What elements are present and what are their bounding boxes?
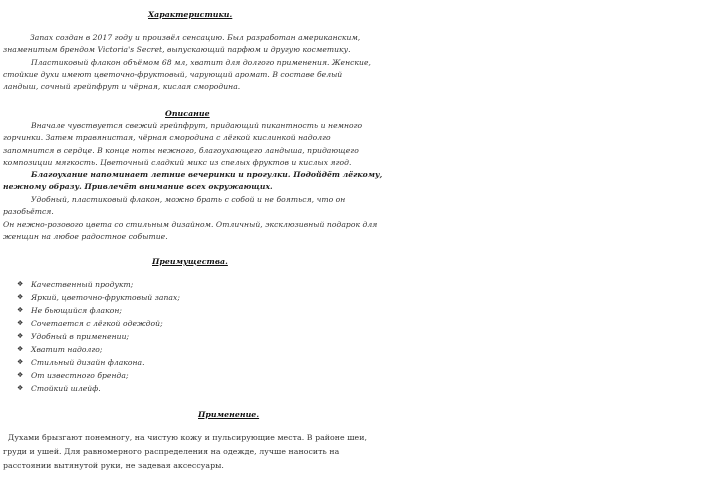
- advantage-item: От известного бренда;: [31, 371, 129, 380]
- application-line: Духами брызгают понемногу, на чистую кожу и пульсирующие места. В районе шеи,: [8, 433, 367, 442]
- advantage-item: Не бьющийся флакон;: [31, 306, 122, 315]
- application-line: груди и ушей. Для равномерного распределения на одежде, лучше наносить на: [3, 447, 340, 456]
- bullet-icon: ❖: [17, 371, 24, 379]
- bullet-icon: ❖: [17, 319, 24, 327]
- description-line: женщин на любое радостное событие.: [3, 232, 168, 241]
- bullet-icon: ❖: [17, 280, 24, 288]
- application-line: расстоянии вытянутой руки, не задевая аксессуары.: [3, 461, 224, 470]
- advantage-item: Сочетается с лёгкой одеждой;: [31, 319, 163, 328]
- advantage-item: Яркий, цветочно-фруктовый запах;: [31, 293, 180, 302]
- bullet-icon: ❖: [17, 345, 24, 353]
- characteristics-heading: Характеристики.: [148, 10, 233, 19]
- bullet-icon: ❖: [17, 332, 24, 340]
- description-line: горчинки. Затем травянистая, чёрная смородина с лёгкой кислинкой надолго: [3, 133, 331, 142]
- advantage-item: Хватит надолго;: [31, 345, 103, 354]
- characteristics-line: ландыш, сочный грейпфрут и чёрная, кислая смородина.: [3, 82, 241, 91]
- bullet-icon: ❖: [17, 306, 24, 314]
- description-line-emphasis: нежному образу. Привлечёт внимание всех окружающих.: [3, 182, 273, 191]
- description-line: композиции мягкость. Цветочный сладкий микс из спелых фруктов и кислых ягод.: [3, 158, 352, 167]
- application-heading: Применение.: [198, 410, 260, 419]
- bullet-icon: ❖: [17, 293, 24, 301]
- description-heading: Описание: [165, 109, 210, 118]
- bullet-icon: ❖: [17, 384, 24, 392]
- bullet-icon: ❖: [17, 358, 24, 366]
- description-line: Он нежно-розового цвета со стильным дизайном. Отличный, эксклюзивный подарок для: [3, 220, 378, 229]
- description-line-emphasis: Благоухание напоминает летние вечеринки и прогулки. Подойдёт лёгкому,: [31, 170, 383, 179]
- description-line: разобьётся.: [3, 207, 54, 216]
- description-line: Вначале чувствуется свежий грейпфрут, придающий пикантность и немного: [31, 121, 363, 130]
- advantage-item: Удобный в применении;: [31, 332, 130, 341]
- advantage-item: Качественный продукт;: [31, 280, 134, 289]
- characteristics-line: стойкие духи имеют цветочно-фруктовый, чарующий аромат. В составе белый: [3, 70, 343, 79]
- advantage-item: Стильный дизайн флакона.: [31, 358, 145, 367]
- characteristics-line: Запах создан в 2017 году и произвёл сенсацию. Был разработан американским,: [30, 33, 361, 42]
- description-line: Удобный, пластиковый флакон, можно брать с собой и не бояться, что он: [31, 195, 346, 204]
- characteristics-line: знаменитым брендом Victoria's Secret, выпускающий парфюм и другую косметику.: [3, 45, 351, 54]
- advantages-heading: Преимущества.: [152, 257, 228, 266]
- advantage-item: Стойкий шлейф.: [31, 384, 101, 393]
- characteristics-line: Пластиковый флакон объёмом 68 мл, хватит для долгого применения. Женские,: [31, 58, 371, 67]
- description-line: запомнится в сердце. В конце ноты нежного, благоухающего ландыша, придающего: [3, 146, 359, 155]
